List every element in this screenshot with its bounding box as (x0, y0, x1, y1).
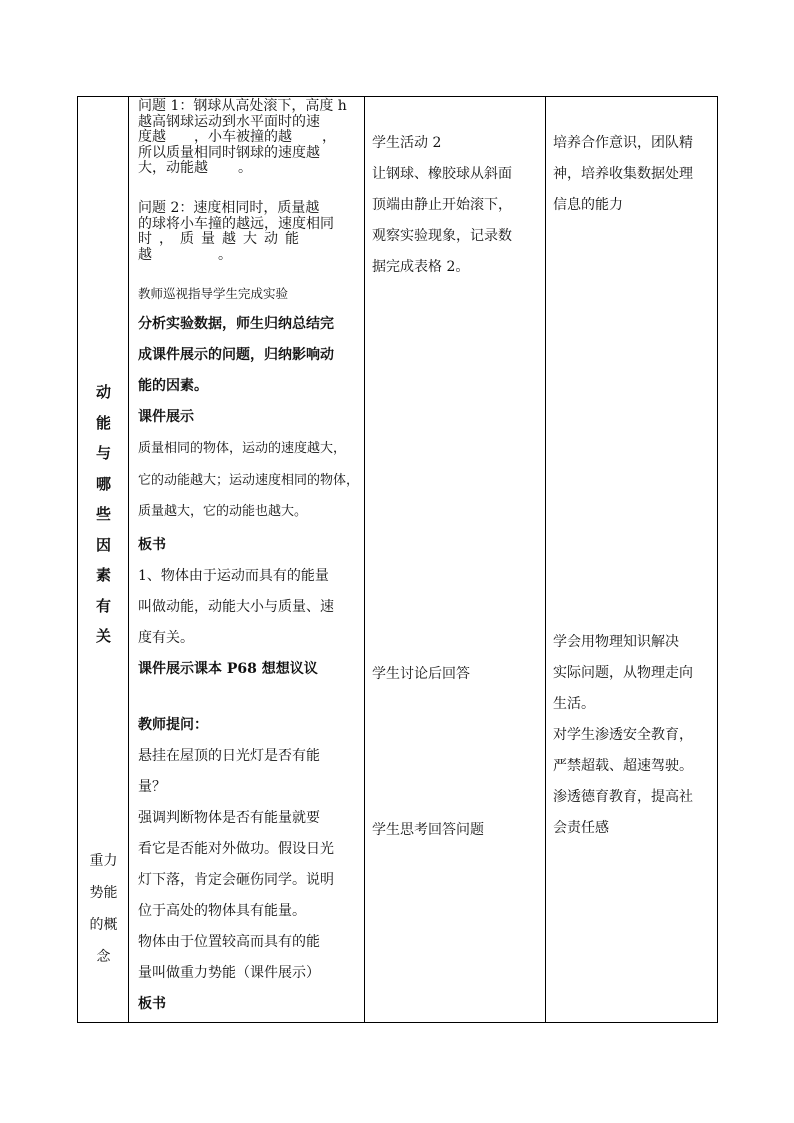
board-heading: 板书 (138, 536, 166, 553)
section-title-kinetic-energy-factors: 动 能 与 哪 些 因 素 有 关 (95, 383, 111, 645)
goal-cooperation: 培养合作意识，团队精 神，培养收集数据处理 信息的能力 (553, 135, 693, 213)
table-row (78, 97, 718, 1023)
teacher-question-block: 教师提问： 悬挂在屋顶的日光灯是否有能 量？ 强调判断物体是否有能量就要 看它是否能对外做功。假设日光 灯下落，肯定会砸伤同学。说明 位于高处的物体具有能量。 物体由于位置较高而具有的能 量叫做重力势能（课件展示） 板书 (138, 710, 364, 1020)
teacher-guide-note: 教师巡视指导学生完成实验 (138, 286, 289, 301)
student-think: 学生思考回答问题 (372, 822, 484, 838)
student-activity-cell (365, 97, 546, 1023)
courseware-heading: 课件展示 (138, 409, 194, 425)
question-1: 问题 1：钢球从高处滚下，高度 h 越高钢球运动到水平面时的速 度越 ，小车被撞的越 ， 所以质量相同时钢球的速度越 大，动能越 。 (138, 98, 347, 176)
section-title-cell (78, 97, 129, 1023)
analysis-block: 分析实验数据，师生归纳总结完 成课件展示的问题，归纳影响动 能的因素。 课件展示 质量相同的物体，运动的速度越大， 它的动能越大；运动速度相同的物体， 质量越大，它的动能也越大。 板书 1、物体由于运动而具有的能量 叫做动能，动能大小与质量、速 度有关。 课件展示课本 P68 想想议议 (138, 309, 364, 685)
courseware-p68: 课件展示课本 P68 想想议议 (138, 660, 318, 677)
design-intent-cell (546, 97, 718, 1023)
lesson-plan-table (77, 96, 718, 1023)
question-2: 问题 2：速度相同时，质量越 的球将小车撞的越远，速度相同 时，质量越大动能 越 。 (138, 200, 334, 263)
student-activity-2: 学生活动 2 让钢球、橡胶球从斜面 顶端由静止开始滚下， 观察实验现象，记录数 据完成表格 2。 (372, 135, 512, 275)
board-heading-2: 板书 (138, 996, 166, 1012)
section-title-gravitational-potential: 重力 势能 的概 念 (89, 853, 118, 965)
student-discuss: 学生讨论后回答 (372, 666, 470, 682)
teacher-activity-cell (129, 97, 365, 1023)
goal-application: 学会用物理知识解决 实际问题，从物理走向 生活。 对学生渗透安全教育， 严禁超载、超速驾驶。 渗透德育教育，提高社 会责任感 (553, 634, 693, 836)
